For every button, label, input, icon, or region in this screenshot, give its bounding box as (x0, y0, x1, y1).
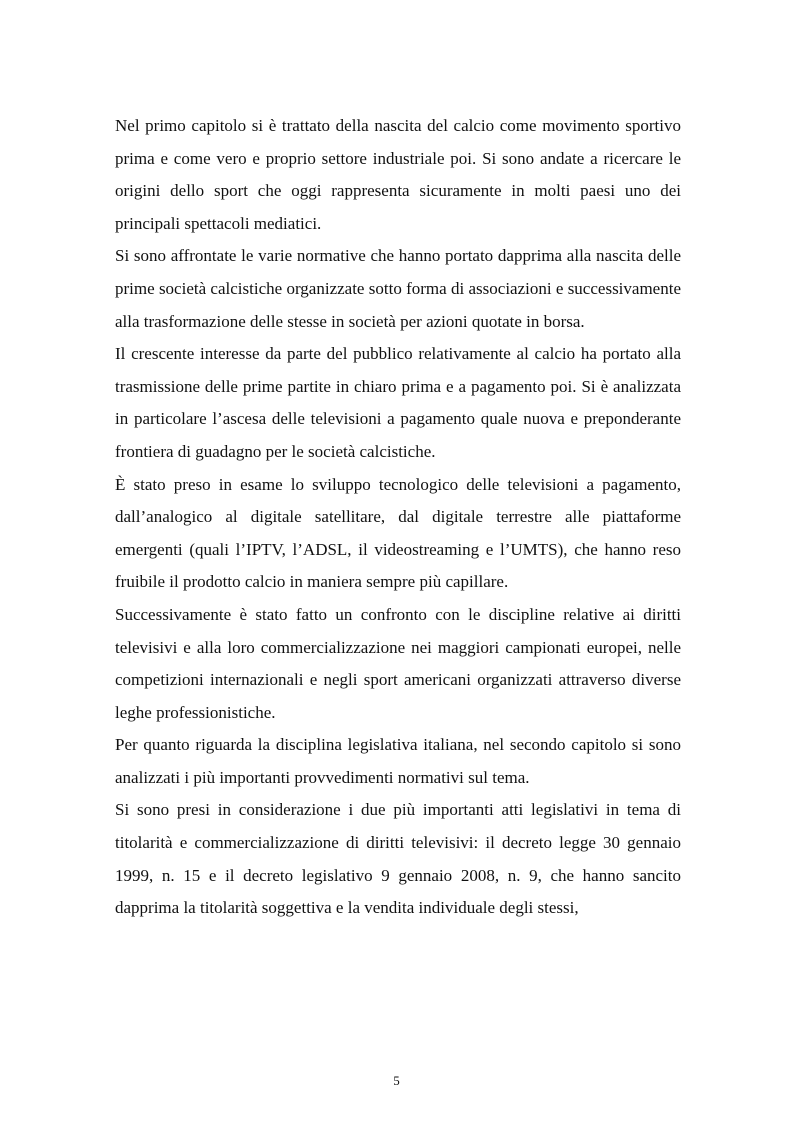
page-number: 5 (393, 1073, 400, 1088)
paragraph-3: Il crescente interesse da parte del pubblico relativamente al calcio ha portato alla trasmissione delle prime partite in chiaro prima e a pagamento poi. Si è analizzata in particolare l’ascesa delle televisioni a pagamento quale nuova e preponderante frontiera di guadagno per le società calcistiche. (115, 344, 681, 461)
paragraph-1: Nel primo capitolo si è trattato della nascita del calcio come movimento sportivo prima e come vero e proprio settore industriale poi. Si sono andate a ricercare le origini dello sport che oggi rappresenta sicuramente in molti paesi uno dei principali spettacoli mediatici. (115, 116, 681, 233)
paragraph-6: Per quanto riguarda la disciplina legislativa italiana, nel secondo capitolo si sono analizzati i più importanti provvedimenti normativi sul tema. (115, 735, 681, 787)
body-text (115, 110, 681, 925)
paragraph-2: Si sono affrontate le varie normative che hanno portato dapprima alla nascita delle prime società calcistiche organizzate sotto forma di associazioni e successivamente alla trasformazione delle stesse in società per azioni quotate in borsa. (115, 246, 681, 331)
paragraph-7: Si sono presi in considerazione i due più importanti atti legislativi in tema di titolarità e commercializzazione di diritti televisivi: il decreto legge 30 gennaio 1999, n. 15 e il decreto legislativo 9 gennaio 2008, n. 9, che hanno sancito dapprima la titolarità soggettiva e la vendita individuale degli stessi, (115, 800, 681, 918)
paragraph-5: Successivamente è stato fatto un confronto con le discipline relative ai diritti televisivi e alla loro commercializzazione nei maggiori campionati europei, nelle competizioni internazionali e negli sport americani organizzati attraverso diverse leghe professionistiche. (115, 604, 681, 722)
paragraph-4: È stato preso in esame lo sviluppo tecnologico delle televisioni a pagamento, dall’analogico al digitale satellitare, dal digitale terrestre alle piattaforme emergenti (quali l’IPTV, l’ADSL, il videostreaming e l’UMTS), che hanno reso fruibile il prodotto calcio in maniera sempre più capillare. (115, 474, 681, 592)
